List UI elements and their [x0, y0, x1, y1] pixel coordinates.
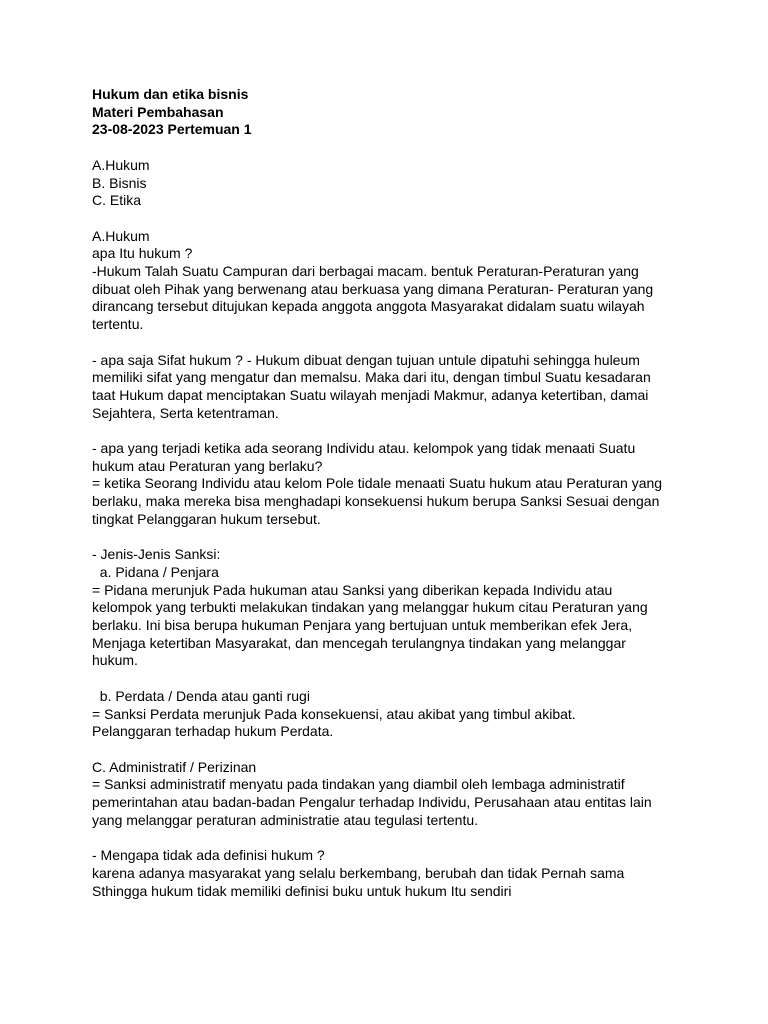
paragraph-line: tingkat Pelanggaran hukum tersebut.: [92, 510, 321, 527]
paragraph-line: = ketika Seorang Individu atau kelom Pole tidale menaati Suatu hukum atau Peraturan yang: [92, 475, 663, 492]
paragraph-line: karena adanya masyarakat yang selalu berkembang, berubah dan tidak Pernah sama: [92, 864, 625, 881]
document-page: [92, 86, 692, 900]
section-heading: A.Hukum: [92, 227, 150, 244]
paragraph-line: - apa saja Sifat hukum ? - Hukum dibuat dengan tujuan untule dipatuhi sehingga huleum: [92, 351, 640, 368]
paragraph-line: = Sanksi administratif menyatu pada tindakan yang diambil oleh lembaga administratif: [92, 776, 625, 793]
paragraph-line: Pelanggaran terhadap hukum Perdata.: [92, 723, 334, 740]
section-hukum: [92, 228, 692, 901]
paragraph-line: dibuat oleh Pihak yang berwenang atau berkuasa yang dimana Peraturan- Peraturan yang: [92, 280, 654, 297]
paragraph-line: Sejahtera, Serta ketentraman.: [92, 404, 279, 421]
spacer: [92, 139, 692, 157]
spacer: [92, 741, 692, 759]
paragraph-line: = Pidana merunjuk Pada hukuman atau Sanksi yang diberikan kepada Individu atau: [92, 581, 613, 598]
perdata-heading: b. Perdata / Denda atau ganti rugi: [92, 687, 310, 704]
document-subtitle: Materi Pembahasan: [92, 103, 224, 120]
paragraph-line: - apa yang terjadi ketika ada seorang Individu atau. kelompok yang tidak menaati Suatu: [92, 440, 636, 456]
paragraph-line: Sthingga hukum tidak memiliki definisi buku untuk hukum Itu sendiri: [92, 882, 512, 899]
question-apa-itu-hukum: apa Itu hukum ?: [92, 245, 193, 262]
document-title: Hukum dan etika bisnis: [92, 86, 249, 102]
paragraph-line: hukum atau Peraturan yang berlaku?: [92, 457, 323, 474]
outline-item-a: A.Hukum: [92, 156, 150, 173]
definisi-question: - Mengapa tidak ada definisi hukum ?: [92, 847, 325, 864]
paragraph-line: pemerintahan atau badan-badan Pengalur terhadap Individu, Perusahaan atau entitas lain: [92, 794, 652, 811]
administratif-heading: C. Administratif / Perizinan: [92, 758, 257, 775]
paragraph-line: berlaku. Ini bisa berupa hukuman Penjara yang bertujuan untuk memberikan efek Jera,: [92, 617, 633, 634]
sanksi-heading: - Jenis-Jenis Sanksi:: [92, 546, 221, 563]
paragraph-line: dirancang tersebut ditujukan kepada anggota anggota Masyarakat didalam suatu wilayah: [92, 298, 645, 315]
paragraph-line: = Sanksi Perdata merunjuk Pada konsekuensi, atau akibat yang timbul akibat.: [92, 705, 576, 722]
spacer: [92, 422, 692, 440]
outline-item-c: C. Etika: [92, 192, 142, 209]
spacer: [92, 334, 692, 352]
pidana-heading: a. Pidana / Penjara: [92, 563, 219, 580]
paragraph-line: tertentu.: [92, 316, 144, 333]
paragraph-line: memiliki sifat yang mengatur dan memalsu. Maka dari itu, dengan timbul Suatu kesadaran: [92, 369, 651, 386]
paragraph-line: kelompok yang terbukti melakukan tindakan yang melanggar hukum citau Peraturan yang: [92, 599, 648, 616]
spacer: [92, 529, 692, 547]
spacer: [92, 829, 692, 847]
paragraph-line: yang melanggar peraturan administratie atau tegulasi tertentu.: [92, 811, 479, 828]
paragraph-line: taat Hukum dapat menciptakan Suatu wilayah menjadi Makmur, adanya ketertiban, damai: [92, 386, 649, 403]
paragraph-line: -Hukum Talah Suatu Campuran dari berbagai macam. bentuk Peraturan-Peraturan yang: [92, 263, 639, 279]
paragraph-line: Menjaga ketertiban Masyarakat, dan mencegah terulangnya tindakan yang melanggar: [92, 634, 626, 651]
outline-item-b: B. Bisnis: [92, 174, 147, 191]
paragraph-line: hukum.: [92, 652, 138, 669]
paragraph-line: berlaku, maka mereka bisa menghadapi konsekuensi hukum berupa Sanksi Sesuai dengan: [92, 493, 660, 510]
spacer: [92, 210, 692, 228]
spacer: [92, 670, 692, 688]
document-date-line: 23-08-2023 Pertemuan 1: [92, 121, 252, 138]
outline-list: [92, 157, 692, 210]
